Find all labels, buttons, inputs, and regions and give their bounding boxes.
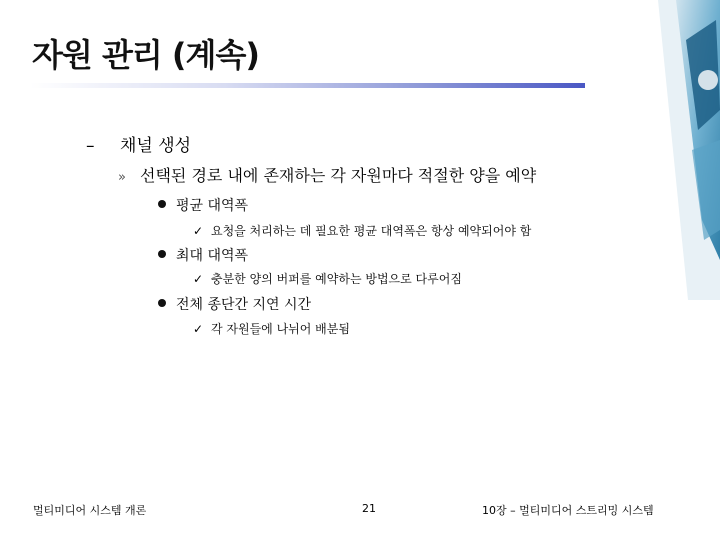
raquo-marker: » — [118, 170, 126, 185]
level1-text: 채널 생성 — [120, 136, 192, 156]
check-text: 요청을 처리하는 데 필요한 평균 대역폭은 항상 예약되어야 함 — [211, 224, 532, 238]
level1-item — [86, 131, 191, 156]
bullet-text: 전체 종단간 지연 시간 — [176, 297, 312, 313]
dash-marker: – — [86, 136, 95, 156]
checkmark-icon: ✓ — [193, 272, 204, 286]
corner-decoration-image — [658, 0, 720, 300]
checkmark-icon: ✓ — [193, 322, 204, 336]
checkmark-icon: ✓ — [193, 224, 204, 238]
bullet-dot-icon — [158, 250, 166, 258]
footer-page-number: 21 — [362, 502, 376, 515]
footer-course-name: 멀티미디어 시스템 개론 — [33, 504, 147, 517]
check-item — [193, 320, 350, 337]
check-text: 충분한 양의 버퍼를 예약하는 방법으로 다루어짐 — [211, 272, 462, 286]
bullet-text: 최대 대역폭 — [176, 248, 249, 264]
check-item — [193, 222, 531, 239]
footer-chapter-title: 10장 – 멀티미디어 스트리밍 시스템 — [482, 504, 654, 517]
bullet-item — [158, 195, 248, 215]
slide-title: 자원 관리 (계속) — [32, 36, 260, 74]
bullet-text: 평균 대역폭 — [176, 198, 249, 214]
bullet-dot-icon — [158, 200, 166, 208]
check-item — [193, 270, 462, 287]
level2-item — [118, 163, 536, 186]
bullet-dot-icon — [158, 299, 166, 307]
bullet-item — [158, 294, 311, 314]
bullet-item — [158, 245, 248, 265]
level2-text: 선택된 경로 내에 존재하는 각 자원마다 적절한 양을 예약 — [140, 166, 537, 185]
check-text: 각 자원들에 나뉘어 배분됨 — [211, 322, 350, 336]
title-underline — [30, 83, 585, 88]
